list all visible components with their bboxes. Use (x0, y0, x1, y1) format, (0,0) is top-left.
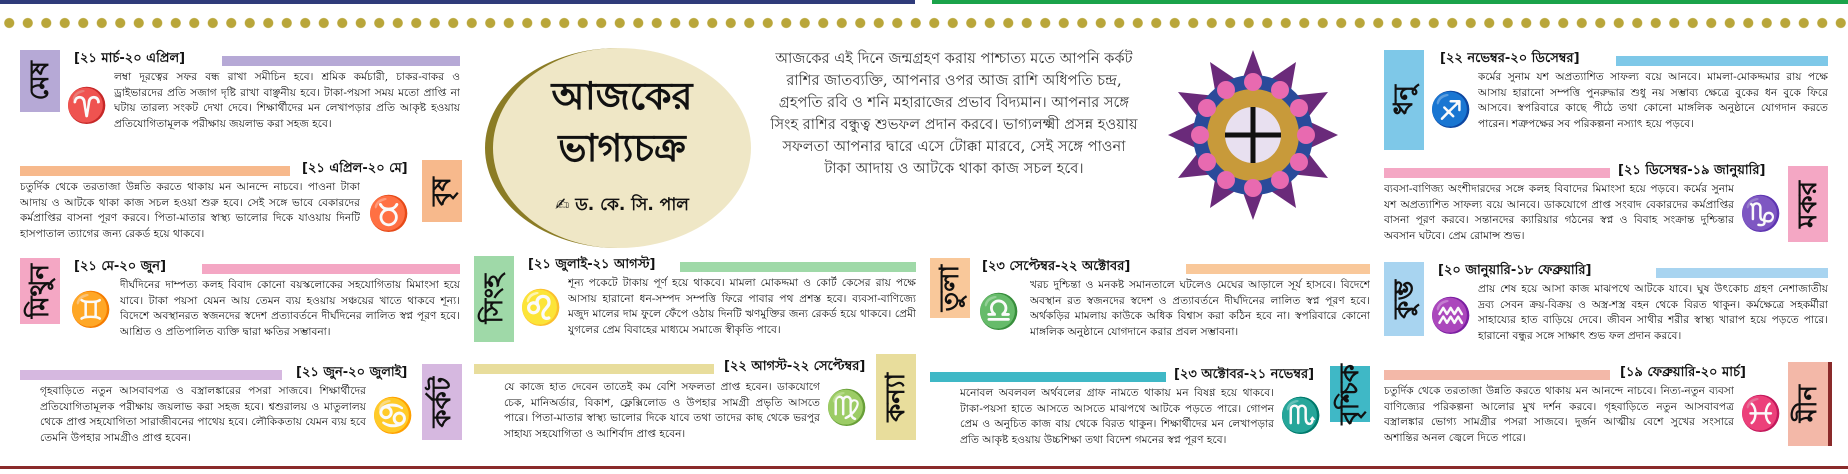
sign-name-tab (20, 50, 60, 112)
sign-name-tab (876, 354, 916, 440)
sign-name: মিথুন (25, 263, 55, 319)
sagittarius-icon: ♐ (1429, 90, 1473, 130)
sign-card-brishchik (930, 363, 1370, 466)
sign-dates: [২১ মার্চ-২০ এপ্রিল] (74, 51, 186, 66)
color-bar (1656, 268, 1828, 278)
sign-name: তুলা (935, 264, 965, 312)
sign-name-tab (1384, 262, 1424, 336)
sign-text: চতুর্দিক থেকে তরতাজা উন্নতি করতে থাকায় মন আনন্দে নাচবে। পাওনা টাকা আদায় ও আটকে থাকা কাজ সচল হওয়া শুরু হবে। সেই সঙ্গে ভাবে বেকারদের কর্মপ্রাপ্তির বাসনা পূরণ করবে। পিতা-মাতার স্বাস্থ্য ভালোর দিকে যাওয়ায় দিনটি হাসপাতাল ত্যাগের জন্য রেকর্ড হয়ে থাকবে। (20, 181, 360, 240)
sign-text: মনোবল অবলবল অর্থবলের গ্রাফ নামতে থাকায় মন বিষণ্ণ হয়ে থাকবে। টাকা-পয়সা হাতে আসতে আসতে মাঝপথে আটকে পড়তে পারে। গোপন প্রেম ও অনুচিত কাজ বায় থেকে বিরত থাকুন। শিক্ষার্থীদের মন লেখাপড়ার প্রতি আকৃষ্ট হওয়ায় উচ্চশিক্ষা তথা বিদেশ গমনের স্বপ্ন পূরণ হবে। (960, 387, 1274, 446)
sign-name-tab (1330, 363, 1370, 425)
color-bar (474, 364, 714, 374)
sign-dates: [২৩ সেপ্টেম্বর-২২ অক্টোবর] (982, 259, 1131, 274)
virgo-icon: ♍ (825, 388, 869, 428)
sign-name: কুম্ভ (1389, 279, 1419, 319)
sign-name-tab (930, 258, 970, 318)
sign-name-tab (20, 258, 60, 324)
sign-card-brish (20, 160, 460, 260)
aquarius-icon: ♒ (1429, 296, 1473, 336)
sign-card-kanya (474, 358, 916, 458)
sign-name: কর্কট (427, 376, 457, 428)
sign-dates: [২২ আগস্ট-২২ সেপ্টেম্বর] (724, 359, 866, 374)
dotted-border (0, 16, 1848, 30)
libra-icon: ♎ (977, 292, 1021, 332)
sign-name: মেষ (25, 61, 55, 101)
sign-dates: [২১ জুন-২০ জুলাই] (296, 365, 408, 380)
scorpio-icon: ♏ (1279, 396, 1323, 436)
sign-card-tula (930, 258, 1370, 358)
color-bar (680, 262, 916, 272)
sign-text: দীর্ঘদিনের দাম্পত্য কলহ বিবাদ কোনো বয়স্কলোকের সহযোগিতায় মিমাংসা হয়ে যাবে। টাকা পয়সা যেমন আয় তেমন ব্যয় হওয়ায় সঞ্চয়ের খাতে থাকবে শূন্য। বিদেশে অবস্থানরত স্বজনদের স্বদেশ প্রত্যাবর্তনে দীর্ঘদিনের লালিত স্বপ্ন পূরণ হবে। আশ্রিত ও প্রতিপালিত ব্যক্তি দ্বারা ক্ষতির সম্ভাবনা। (120, 279, 460, 338)
sign-card-dhanu (1384, 50, 1828, 160)
sign-card-karkat (20, 364, 460, 464)
color-bar (202, 264, 460, 274)
sign-dates: [২১ মে-২০ জুন] (74, 259, 167, 274)
sign-name-tab (474, 256, 514, 342)
sign-card-makar (1384, 162, 1828, 262)
color-bar (1384, 168, 1610, 178)
pisces-icon: ♓ (1739, 394, 1783, 434)
sign-name-tab (422, 364, 462, 440)
capricorn-icon: ♑ (1739, 194, 1783, 234)
sign-name: বৃষ (427, 176, 457, 206)
author-name: ড. কে. সি. পাল (575, 195, 689, 215)
sign-name-tab (1788, 166, 1828, 242)
sign-name: সিংহ (479, 274, 509, 324)
color-bar (20, 166, 290, 176)
pen-icon: ✍ (555, 195, 570, 215)
sign-card-kumbha (1384, 262, 1828, 362)
sign-name: বৃশ্চিক (1335, 363, 1365, 425)
author-line (493, 192, 751, 220)
sign-name: কন্যা (881, 372, 911, 422)
sign-dates: [২০ জানুয়ারি-১৮ ফেব্রুয়ারি] (1438, 263, 1592, 278)
leo-icon: ♌ (519, 288, 563, 328)
sign-text: লম্বা দূরত্বের সফর বন্ধ রাখা সমীচিন হবে। শ্রমিক কর্মচারী, চাকর-বাকর ও ড্রাইভারদের প্রতি সজাগ দৃষ্টি রাখা বাঞ্ছনীয় হবে। টাকা-পয়সা সময় মতো প্রাপ্তি না ঘটায় তারল্য সংকট দেখা দেবে। শিক্ষার্থীদের মন লেখাপড়ার প্রতি আকৃষ্ট হওয়ায় প্রতিযোগিতামূলক পরীক্ষায় জয়লাভ করা সহজ হবে। (114, 71, 460, 130)
sign-card-mithun (20, 258, 460, 358)
page-title: আজকের ভাগ্যচক্র (551, 74, 693, 170)
sign-text: ব্যবসা-বাণিজ্য অংশীদারদের সঙ্গে কলহ বিবাদের মিমাংসা হয়ে পড়বে। কর্মের সুনাম যশ অপ্রত্যাশিত সাফল্য বয়ে আনবে। ডাকযোগে প্রাপ্ত সংবাদ বেকারদের কর্মপ্রাপ্তির বাসনা পূরণ করবে। সন্তানদের ক্যারিয়ার গঠনের স্বপ্ন ও বিবাহ সংক্রান্ত দুশ্চিন্তার অবসান ঘটবে। প্রেম রোমান্স শুভ। (1384, 183, 1734, 242)
sign-dates: [২২ নভেম্বর-২০ ডিসেম্বর] (1440, 51, 1580, 66)
taurus-icon: ♉ (367, 194, 411, 234)
sign-card-meen (1384, 364, 1828, 464)
color-bar (1384, 370, 1610, 380)
color-bar (20, 370, 282, 380)
title-disc (485, 48, 751, 248)
sign-dates: [২১ এপ্রিল-২০ মে] (302, 161, 408, 176)
sign-text: প্রায় শেষ হয়ে আসা কাজ মাঝপথে আটকে যাবে। ঘুষ উৎকোচ গ্রহণ নেশাজাতীয় দ্রব্য সেবন ক্রয়-বিক্রয় ও অস্ত্র-শস্ত্র বহন থেকে বিরত থাকুন। কর্মক্ষেত্রে সহকর্মীরা সাহায্যের হাত বাড়িয়ে দেবে। জীবন সাথীর শরীর স্বাস্থ্য খারাপ হয়ে পড়তে পারে। হারানো বন্ধুর সঙ্গে সাক্ষাৎ শুভ ফল প্রদান করবে। (1478, 283, 1828, 342)
sign-text: গৃহবাড়িতে নতুন আসবাবপত্র ও বস্ত্রালঙ্কারের পসরা সাজবে। শিক্ষার্থীদের প্রতিযোগিতামূলক পরীক্ষায় জয়লাভ করা সহজ হবে। শ্বশুরালয় ও মাতুলালয় থেকে প্রাপ্ত সহযোগিতা সারাজীবনের পাথেয় হবে। লৌকিকতায় যেমন ব্যয় হবে তেমনি উপহার সামগ্রীও প্রাপ্ত হবেন। (40, 385, 366, 444)
gemini-icon: ♊ (69, 290, 113, 330)
color-bar (930, 372, 1166, 382)
sign-text: চতুর্দিক থেকে তরতাজা উন্নতি করতে থাকায় মন আনন্দে নাচবে। নিত্য-নতুন ব্যবসা বাণিজ্যের পরিকল্পনা আলোর মুখ দর্শন করবে। গৃহবাড়িতে নতুন আসবাবপত্র বস্ত্রালঙ্কার ভোগ্য সামগ্রীর পসরা সাজবে। দুর্জন আত্মীয় বেশে সুখের সংসারে অশান্তির অনল জ্বেলে দিতে পারে। (1384, 385, 1734, 444)
cancer-icon: ♋ (371, 396, 415, 436)
sign-text: খরচ দুশ্চিন্তা ও মনকষ্ট সমানতালে ঘটলেও মেঘের আড়ালে সূর্য হাসবে। বিদেশে অবস্থান রত স্বজনদের স্বদেশ ও প্রত্যাবর্তনে দীর্ঘদিনের লালিত স্বপ্ন পূরণ হবে। অর্থকড়ির মামলায় কাউকে অধিক বিশ্বাস করা কঠিন হবে না। স্বপরিবারে কোনো মাঙ্গলিক অনুষ্ঠানে যোগদানে করার প্রবল সম্ভাবনা। (1030, 279, 1370, 338)
intro-text: আজকের এই দিনে জন্মগ্রহণ করায় পাশ্চাত্য মতে আপনি কর্কট রাশির জাতব্যক্তি, আপনার ওপর আজ রাশি অধিপতি চন্দ্র, গ্রহপতি রবি ও শনি মহারাজের প্রভাব বিদ্যমান। আপনার সঙ্গে সিংহ রাশির বন্ধুত্ব শুভফল প্রদান করবে। ভাগ্যলক্ষ্মী প্রসন্ন হওয়ায় সফলতা আপনার দ্বারে এসে টোক্কা মারবে, সেই সঙ্গে পাওনা টাকা আদায় ও আটকে থাকা কাজ সচল হবে। (770, 50, 1138, 177)
top-rule (0, 0, 1848, 4)
aries-icon: ♈ (65, 86, 109, 126)
sign-dates: [২১ জুলাই-২১ আগস্ট] (528, 257, 656, 272)
color-bar (1186, 264, 1370, 274)
sign-card-mesh (20, 50, 460, 160)
sign-name: ধনু (1389, 84, 1419, 116)
zodiac-wheel-illustration (1168, 50, 1338, 220)
sign-name-tab (1788, 362, 1832, 446)
sign-name-tab (422, 160, 462, 222)
sign-text: কর্মের সুনাম যশ অপ্রত্যাশিত সাফল্য বয়ে আনবে। মামলা-মোকদ্দমার রায় পক্ষে আসায় হারানো সম্পত্তি পুনরুদ্ধার শুধু নয় সম্ভাব্য ক্ষেত্রে বুকের ধন বুকে ফিরে আসবে। স্বপরিবারে কাছে পীঠে তথা কোনো মাঙ্গলিক অনুষ্ঠানে যোগদান করতে পারেন। শত্রুপক্ষের সব পরিকল্পনা নস্যাৎ হয়ে পড়বে। (1478, 71, 1828, 130)
color-bar (1616, 56, 1828, 66)
sign-dates: [২৩ অক্টোবর-২১ নভেম্বর] (1174, 367, 1315, 382)
sign-name-tab (1384, 50, 1424, 150)
sign-name: মকর (1793, 180, 1823, 228)
bottom-rule (0, 466, 1848, 469)
sign-name: মীন (1793, 385, 1823, 423)
sign-card-singha (474, 256, 916, 356)
sign-text: যে কাজে হাত দেবেন তাতেই কম বেশি সফলতা প্রাপ্ত হবেন। ডাকযোগে চেক, মানিঅর্ডার, বিকাশ, ফ্লেক্সিলোড ও উপহার সামগ্রী প্রভৃতি আসতে পারে। পিতা-মাতার স্বাস্থ্য ভালোর দিকে যাবে তথা তাদের কাছ থেকে ভরপুর সাহায্য সহযোগিতা ও আশির্বাদ প্রাপ্ত হবেন। (504, 381, 820, 440)
sign-dates: [১৯ ফেব্রুয়ারি-২০ মার্চ] (1620, 365, 1746, 380)
color-bar (222, 56, 460, 66)
sign-text: শূন্য পকেটে টাকায় পূর্ণ হয়ে থাকবে। মামলা মোকদ্দমা ও কোর্ট কেসের রায় পক্ষে আসায় হারানো ধন-সম্পদ সম্পত্তি ফিরে পাবার পথ প্রশস্ত হবে। ব্যবসা-বাণিজ্যে মজুদ মালের দাম ফুলে ফেঁপে ওঠায় দিনটি ঋণমুক্তির জন্য রেকর্ড হয়ে থাকবে। প্রেমী যুগলের প্রেম বিবাহের মাধ্যমে সমাজে স্বীকৃতি পাবে। (568, 277, 916, 336)
sign-dates: [২১ ডিসেম্বর-১৯ জানুয়ারি] (1618, 163, 1766, 178)
